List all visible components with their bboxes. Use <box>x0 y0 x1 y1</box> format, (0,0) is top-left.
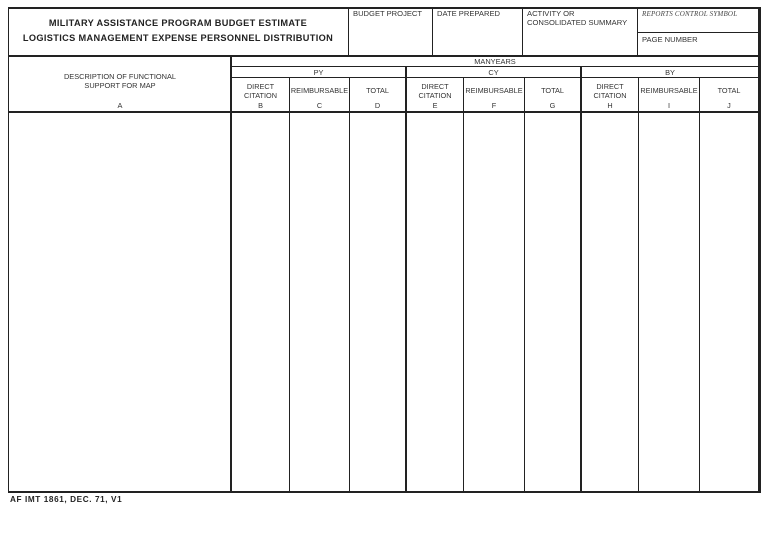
entry-column-j[interactable] <box>700 113 758 491</box>
column-header-f-letter: F <box>491 100 497 110</box>
column-header-e <box>407 78 463 111</box>
column-header-j-label: TOTAL <box>717 86 741 95</box>
entry-column-f[interactable] <box>464 113 524 491</box>
column-header-j-letter: J <box>727 100 731 110</box>
column-header-i-letter: I <box>667 100 671 110</box>
entry-column-a[interactable] <box>10 113 230 491</box>
column-header-i <box>639 78 699 111</box>
entry-column-d[interactable] <box>350 113 405 491</box>
column-header-c <box>290 78 349 111</box>
entry-column-g[interactable] <box>525 113 580 491</box>
column-header-d-label: TOTAL <box>366 86 389 95</box>
description-header-letter: A <box>117 101 123 110</box>
form-title <box>8 7 348 55</box>
column-header-f <box>464 78 524 111</box>
group-header-py: PY <box>313 68 324 77</box>
entry-column-h[interactable] <box>582 113 638 491</box>
column-header-b <box>232 78 289 111</box>
date-prepared-field[interactable] <box>433 8 522 55</box>
column-header-b-letter: B <box>258 100 263 110</box>
column-header-h-letter: H <box>607 100 613 110</box>
frame-bottom-border <box>8 491 760 493</box>
column-header-c-label: REIMBURSABLE <box>290 86 349 95</box>
form-number-footer: AF IMT 1861, DEC. 71, V1 <box>10 495 123 504</box>
column-header-h <box>582 78 638 111</box>
column-header-j <box>700 78 758 111</box>
column-header-c-letter: C <box>316 100 323 110</box>
budget-project-value <box>349 21 432 25</box>
date-prepared-label: DATE PREPARED <box>437 9 501 18</box>
page-number-field[interactable] <box>638 33 758 55</box>
page-number-label: PAGE NUMBER <box>642 35 698 44</box>
date-prepared-value <box>433 21 522 25</box>
column-header-f-label: REIMBURSABLE <box>465 86 523 95</box>
column-header-g-letter: G <box>549 100 556 110</box>
manyears-header: MANYEARS <box>474 57 516 66</box>
column-header-b-label: DIRECT CITATION <box>244 82 277 101</box>
activity-field[interactable] <box>523 8 637 55</box>
entry-column-c[interactable] <box>290 113 349 491</box>
reports-control-symbol-value <box>638 21 758 25</box>
column-header-d-letter: D <box>374 100 381 110</box>
entry-column-i[interactable] <box>639 113 699 491</box>
column-header-h-label: DIRECT CITATION <box>593 82 627 101</box>
column-header-d <box>350 78 405 111</box>
description-header-label: DESCRIPTION OF FUNCTIONAL SUPPORT FOR MAP <box>63 72 177 90</box>
column-header-e-label: DIRECT CITATION <box>418 82 452 101</box>
budget-project-label: BUDGET PROJECT <box>353 9 423 18</box>
reports-control-symbol-label: REPORTS CONTROL SYMBOL <box>642 10 738 18</box>
entry-column-b[interactable] <box>232 113 289 491</box>
budget-project-field[interactable] <box>349 8 432 55</box>
column-header-e-letter: E <box>432 100 438 110</box>
reports-control-symbol-field[interactable] <box>638 8 758 32</box>
group-header-cy: CY <box>488 68 499 77</box>
description-column-header <box>9 56 231 111</box>
form-title-line-2: LOGISTICS MANAGEMENT EXPENSE PERSONNEL DISTRIBUTION <box>22 33 334 43</box>
activity-value <box>523 29 637 33</box>
frame-right-border <box>758 7 761 493</box>
activity-label: ACTIVITY OR CONSOLIDATED SUMMARY <box>527 9 628 27</box>
entry-column-e[interactable] <box>407 113 463 491</box>
manyears-bottom-border <box>231 66 759 67</box>
group-header-by: BY <box>665 68 675 77</box>
column-header-g-label: TOTAL <box>541 86 564 95</box>
page-number-value <box>638 47 758 51</box>
form-title-line-1: MILITARY ASSISTANCE PROGRAM BUDGET ESTIMATE <box>48 18 308 28</box>
column-header-i-label: REIMBURSABLE <box>640 86 698 95</box>
column-header-g <box>525 78 580 111</box>
